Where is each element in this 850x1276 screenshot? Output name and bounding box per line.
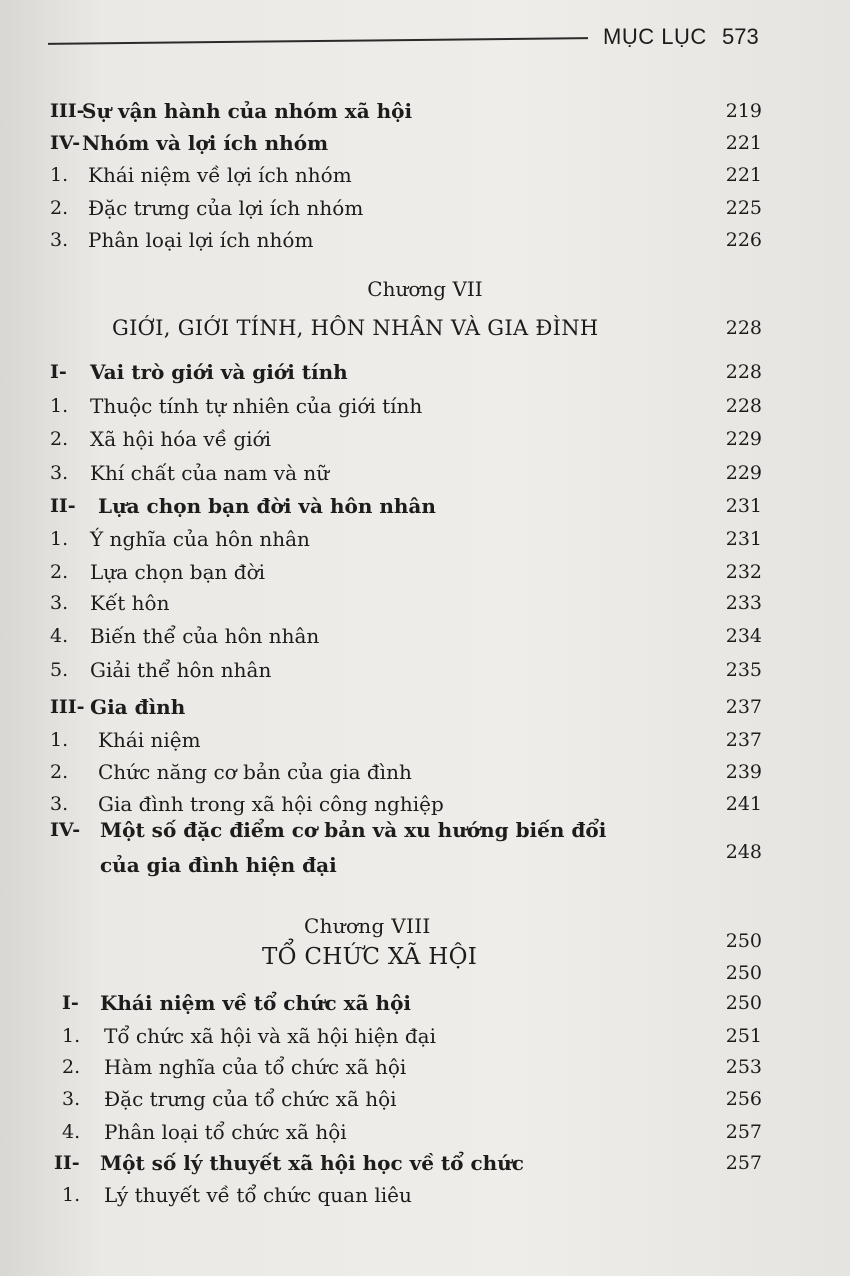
toc-entry-number: 4. (50, 625, 69, 647)
toc-entry-number: 3. (50, 592, 69, 614)
toc-entry-page: 226 (725, 229, 762, 251)
toc-entry-number: 2. (50, 428, 69, 450)
toc-entry-page: 241 (725, 793, 762, 815)
toc-entry (0, 588, 850, 618)
toc-entry-number: 3. (62, 1088, 81, 1110)
toc-entry-page: 231 (725, 495, 762, 517)
toc-entry-title: Gia đình (90, 695, 186, 719)
toc-entry-title: Đặc trưng của tổ chức xã hội (104, 1087, 397, 1111)
toc-entry-number: 1. (50, 164, 69, 186)
toc-entry-title: Khái niệm về lợi ích nhóm (88, 163, 352, 187)
toc-entry-page: 229 (725, 462, 762, 484)
toc-entry-number: I- (62, 992, 79, 1014)
toc-entry-number: 5. (50, 659, 69, 681)
toc-entry-title: Khái niệm về tổ chức xã hội (100, 991, 412, 1015)
toc-entry (0, 1148, 850, 1178)
toc-entry (0, 491, 850, 521)
toc-entry-number: 1. (62, 1025, 81, 1047)
toc-entry (0, 424, 850, 454)
toc-entry-number: 2. (50, 561, 69, 583)
toc-entry-number: 4. (62, 1121, 81, 1143)
toc-entry-title: Lựa chọn bạn đời (90, 560, 266, 584)
toc-entry-page: 251 (725, 1025, 762, 1047)
toc-entry-page: 228 (725, 361, 762, 383)
toc-entry-number: 1. (50, 729, 69, 751)
toc-entry-number: I- (50, 361, 67, 383)
toc-entry-page: 256 (725, 1088, 762, 1110)
toc-entry-page: 248 (725, 841, 762, 863)
toc-entry (0, 391, 850, 421)
chapter-page: 250 (725, 930, 762, 952)
toc-entry (0, 1180, 850, 1210)
toc-entry (0, 128, 850, 158)
toc-entry-title: Thuộc tính tự nhiên của giới tính (90, 394, 423, 418)
toc-entry-title: Phân loại tổ chức xã hội (104, 1120, 347, 1144)
toc-entry (0, 193, 850, 223)
toc-entry-page: 225 (725, 197, 762, 219)
toc-entry (0, 160, 850, 190)
toc-entry-number: 1. (62, 1184, 81, 1206)
toc-entry-page: 235 (725, 659, 762, 681)
toc-entry-page: 234 (725, 625, 762, 647)
toc-entry (0, 1052, 850, 1082)
chapter-title-page: 250 (725, 962, 762, 984)
toc-entry (0, 815, 850, 881)
chapter-label: Chương VIII (304, 914, 431, 938)
toc-entry-title: Nhóm và lợi ích nhóm (82, 131, 329, 155)
toc-entry (0, 725, 850, 755)
toc-entry-number: 1. (50, 395, 69, 417)
toc-entry-page: 221 (725, 132, 762, 154)
toc-entry-title: Đặc trưng của lợi ích nhóm (88, 196, 364, 220)
toc-entry-page: 233 (725, 592, 762, 614)
toc-entry-title: Vai trò giới và giới tính (90, 360, 348, 384)
toc-entry-title: Một số lý thuyết xã hội học về tổ chức (100, 1151, 524, 1175)
running-header-page-number: 573 (722, 24, 759, 49)
toc-entry-title: Biến thể của hôn nhân (90, 624, 320, 648)
toc-entry-title: Lý thuyết về tổ chức quan liêu (104, 1183, 412, 1207)
running-header-title: MỤC LỤC (603, 24, 707, 49)
toc-entry-title: Tổ chức xã hội và xã hội hiện đại (104, 1024, 436, 1048)
toc-entry-page: 228 (725, 395, 762, 417)
toc-entry (0, 757, 850, 787)
toc-entry-number: 2. (62, 1056, 81, 1078)
toc-entry-page: 239 (725, 761, 762, 783)
toc-entry (0, 692, 850, 722)
toc-entry (0, 357, 850, 387)
toc-entry-title-continued: của gia đình hiện đại (100, 853, 337, 877)
toc-entry-number: 3. (50, 229, 69, 251)
toc-entry-page: 219 (725, 100, 762, 122)
toc-entry-number: 1. (50, 528, 69, 550)
toc-entry-title: Chức năng cơ bản của gia đình (98, 760, 412, 784)
toc-entry-number: II- (54, 1152, 80, 1174)
toc-entry-title: Lựa chọn bạn đời và hôn nhân (98, 494, 436, 518)
toc-entry-page: 237 (725, 729, 762, 751)
toc-entry-page: 250 (725, 992, 762, 1014)
toc-entry (0, 621, 850, 651)
toc-entry-title: Hàm nghĩa của tổ chức xã hội (104, 1055, 407, 1079)
toc-entry-page: 231 (725, 528, 762, 550)
toc-entry-title: Sự vận hành của nhóm xã hội (82, 99, 413, 123)
toc-entry-title: Xã hội hóa về giới (90, 427, 271, 451)
toc-entry (0, 655, 850, 685)
chapter-title: TỔ CHỨC XÃ HỘI (262, 944, 478, 970)
toc-entry-number: 2. (50, 761, 69, 783)
toc-entry-title: Gia đình trong xã hội công nghiệp (98, 792, 444, 816)
toc-entry-page: 221 (725, 164, 762, 186)
toc-entry-title: Giải thể hôn nhân (90, 658, 272, 682)
toc-entry (0, 1117, 850, 1147)
toc-entry-page: 257 (725, 1152, 762, 1174)
toc-entry-number: III- (50, 100, 85, 122)
toc-entry (0, 1021, 850, 1051)
toc-entry-number: III- (50, 696, 85, 718)
toc-entry-page: 232 (725, 561, 762, 583)
toc-entry-title: Khí chất của nam và nữ (90, 461, 330, 485)
header-rule (48, 37, 588, 45)
toc-entry-title: Ý nghĩa của hôn nhân (90, 527, 310, 551)
toc-entry-number: II- (50, 495, 76, 517)
toc-entry-page: 237 (725, 696, 762, 718)
chapter-title: GIỚI, GIỚI TÍNH, HÔN NHÂN VÀ GIA ĐÌNH (112, 316, 599, 340)
chapter-label: Chương VII (367, 277, 483, 301)
chapter-page: 228 (725, 317, 762, 339)
toc-entry-page: 229 (725, 428, 762, 450)
toc-entry-number: IV- (50, 132, 81, 154)
toc-entry-number: 3. (50, 462, 69, 484)
toc-entry (0, 225, 850, 255)
toc-entry-page: 253 (725, 1056, 762, 1078)
toc-entry (0, 524, 850, 554)
toc-entry-title: Phân loại lợi ích nhóm (88, 228, 314, 252)
toc-entry-page: 257 (725, 1121, 762, 1143)
toc-entry-number: 2. (50, 197, 69, 219)
toc-entry-number: 3. (50, 793, 69, 815)
toc-entry-title: Khái niệm (98, 728, 201, 752)
toc-entry-title: Một số đặc điểm cơ bản và xu hướng biến đổi (100, 818, 607, 842)
toc-entry-title: Kết hôn (90, 591, 170, 615)
toc-entry-number: IV- (50, 819, 81, 841)
toc-entry (0, 557, 850, 587)
toc-entry (0, 988, 850, 1018)
toc-entry (0, 96, 850, 126)
toc-entry (0, 1084, 850, 1114)
toc-entry (0, 458, 850, 488)
